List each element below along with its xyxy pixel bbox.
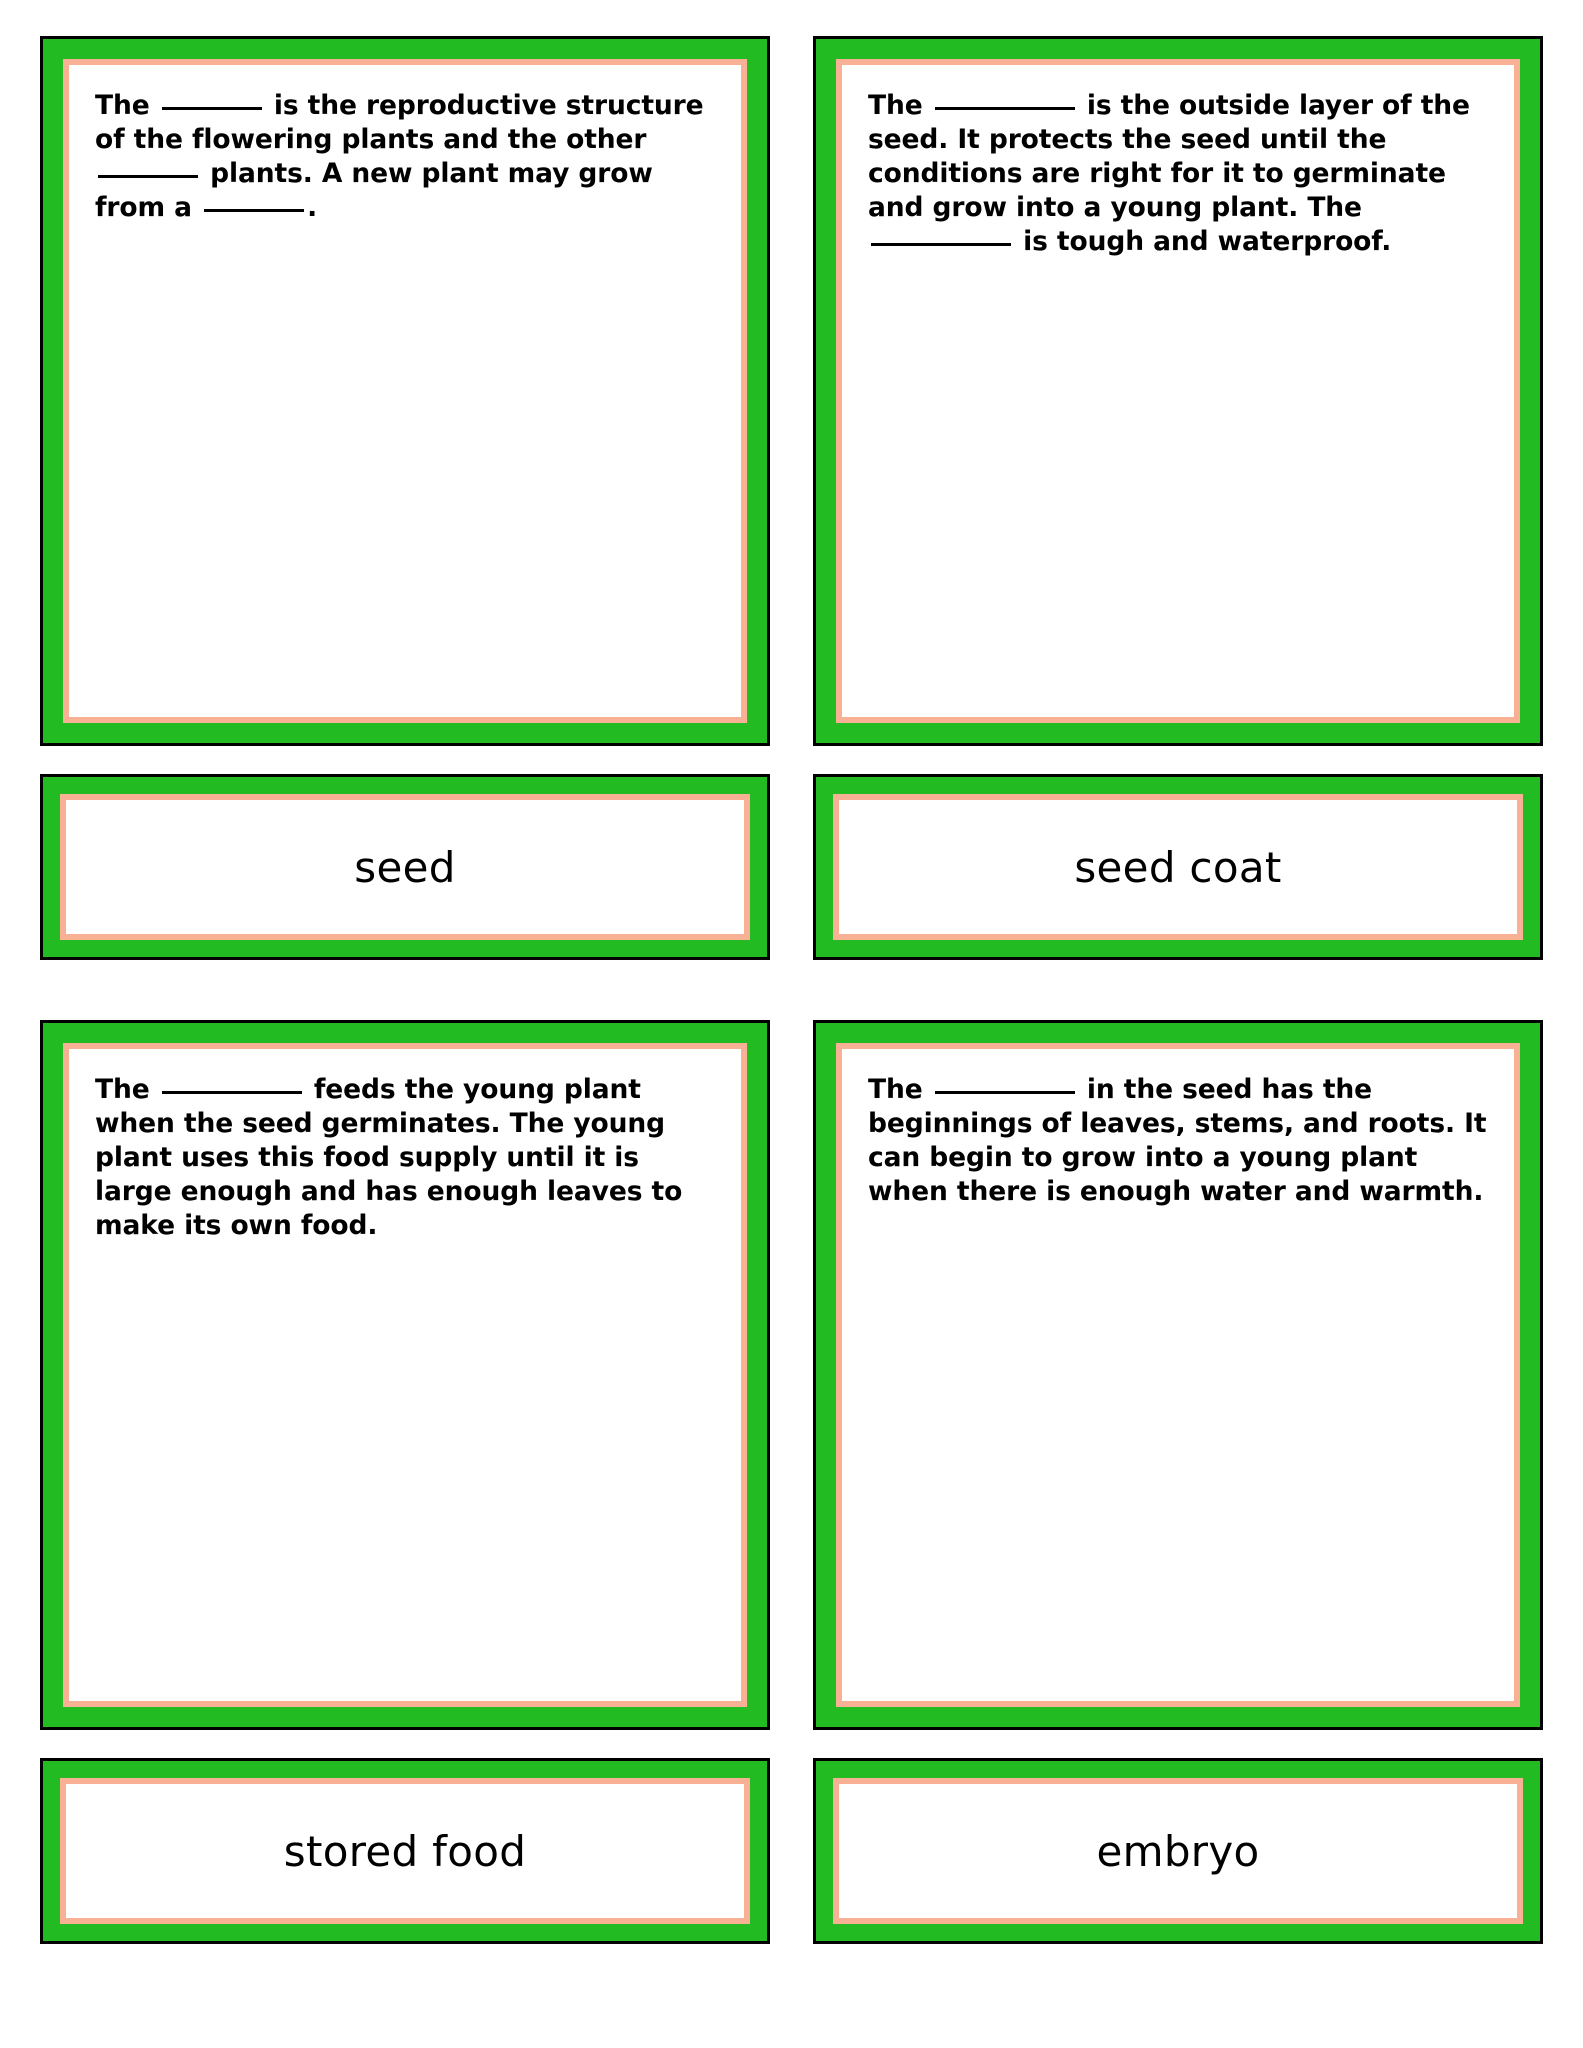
flash-card-pair-embryo — [813, 1020, 1543, 1944]
term-label: embryo — [1096, 1826, 1260, 1876]
blank-fill-icon — [98, 175, 198, 178]
definition-card-embryo — [813, 1020, 1543, 1730]
definition-card-seed — [40, 36, 770, 746]
blank-fill-icon — [204, 209, 304, 212]
definition-text-seed-coat: The is the outside layer of the seed. It protects the seed until the conditions are right for it to germinate and grow into a young plant. The is tough and waterproof. — [868, 90, 1470, 257]
term-card-inner — [833, 794, 1523, 940]
term-card-embryo — [813, 1758, 1543, 1944]
term-card-inner — [833, 1778, 1523, 1924]
term-card-seed-coat — [813, 774, 1543, 960]
term-label: stored food — [283, 1826, 527, 1876]
flash-card-grid — [40, 36, 1543, 1944]
blank-fill-icon — [935, 107, 1075, 110]
blank-fill-icon — [871, 243, 1011, 246]
definition-card-stored-food — [40, 1020, 770, 1730]
definition-card-inner — [63, 1043, 747, 1707]
definition-card-inner — [836, 1043, 1520, 1707]
flash-card-pair-seed — [40, 36, 770, 960]
flash-card-pair-seed-coat — [813, 36, 1543, 960]
blank-fill-icon — [162, 1091, 302, 1094]
definition-card-inner — [836, 59, 1520, 723]
definition-card-seed-coat — [813, 36, 1543, 746]
term-card-inner — [60, 794, 750, 940]
term-label: seed — [354, 842, 456, 892]
blank-fill-icon — [935, 1091, 1075, 1094]
definition-card-inner — [63, 59, 747, 723]
definition-text-stored-food: The feeds the young plant when the seed germinates. The young plant uses this food supply until it is large enough and has enough leaves to make its own food. — [95, 1074, 683, 1241]
definition-text-seed: The is the reproductive structure of the flowering plants and the other plants. A new plant may grow from a . — [95, 90, 704, 223]
definition-text-embryo: The in the seed has the beginnings of leaves, stems, and roots. It can begin to grow into a young plant when there is enough water and warmth. — [868, 1074, 1487, 1207]
term-label: seed coat — [1074, 842, 1282, 892]
term-card-stored-food — [40, 1758, 770, 1944]
blank-fill-icon — [162, 107, 262, 110]
term-card-inner — [60, 1778, 750, 1924]
term-card-seed — [40, 774, 770, 960]
flash-card-pair-stored-food — [40, 1020, 770, 1944]
